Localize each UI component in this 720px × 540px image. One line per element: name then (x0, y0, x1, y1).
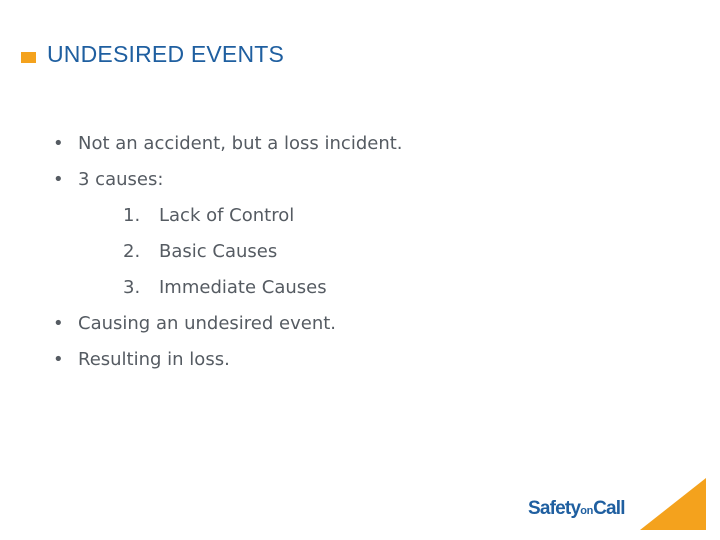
bullet-dot: • (53, 349, 64, 370)
slide-title: UNDESIRED EVENTS (47, 41, 285, 67)
bullet-text: 3 causes: (78, 169, 164, 190)
bullet-item (53, 133, 403, 154)
bullet-dot: • (53, 313, 64, 334)
logo-text: Safety (528, 498, 581, 519)
bullet-text: Not an accident, but a loss incident. (78, 133, 403, 154)
logo-text: on (580, 505, 594, 517)
bullet-item (53, 349, 230, 370)
bullet-item (53, 313, 336, 334)
safety-on-call-logo (528, 498, 625, 520)
bullet-text: Resulting in loss. (78, 349, 230, 370)
item-text: Immediate Causes (159, 277, 327, 298)
numbered-item (123, 241, 277, 262)
numbered-item (123, 277, 327, 298)
numbered-item (123, 205, 294, 226)
title-marker (21, 52, 36, 63)
logo-text: Call (593, 498, 625, 519)
bullet-dot: • (53, 169, 64, 190)
bullet-text: Causing an undesired event. (78, 313, 337, 334)
bullet-item (53, 169, 163, 190)
item-text: Lack of Control (159, 205, 295, 226)
item-number: 2. (123, 241, 141, 262)
item-number: 1. (123, 205, 141, 226)
item-number: 3. (123, 277, 141, 298)
item-text: Basic Causes (159, 241, 278, 262)
bullet-dot: • (53, 133, 64, 154)
corner-triangle-decoration (640, 478, 720, 540)
